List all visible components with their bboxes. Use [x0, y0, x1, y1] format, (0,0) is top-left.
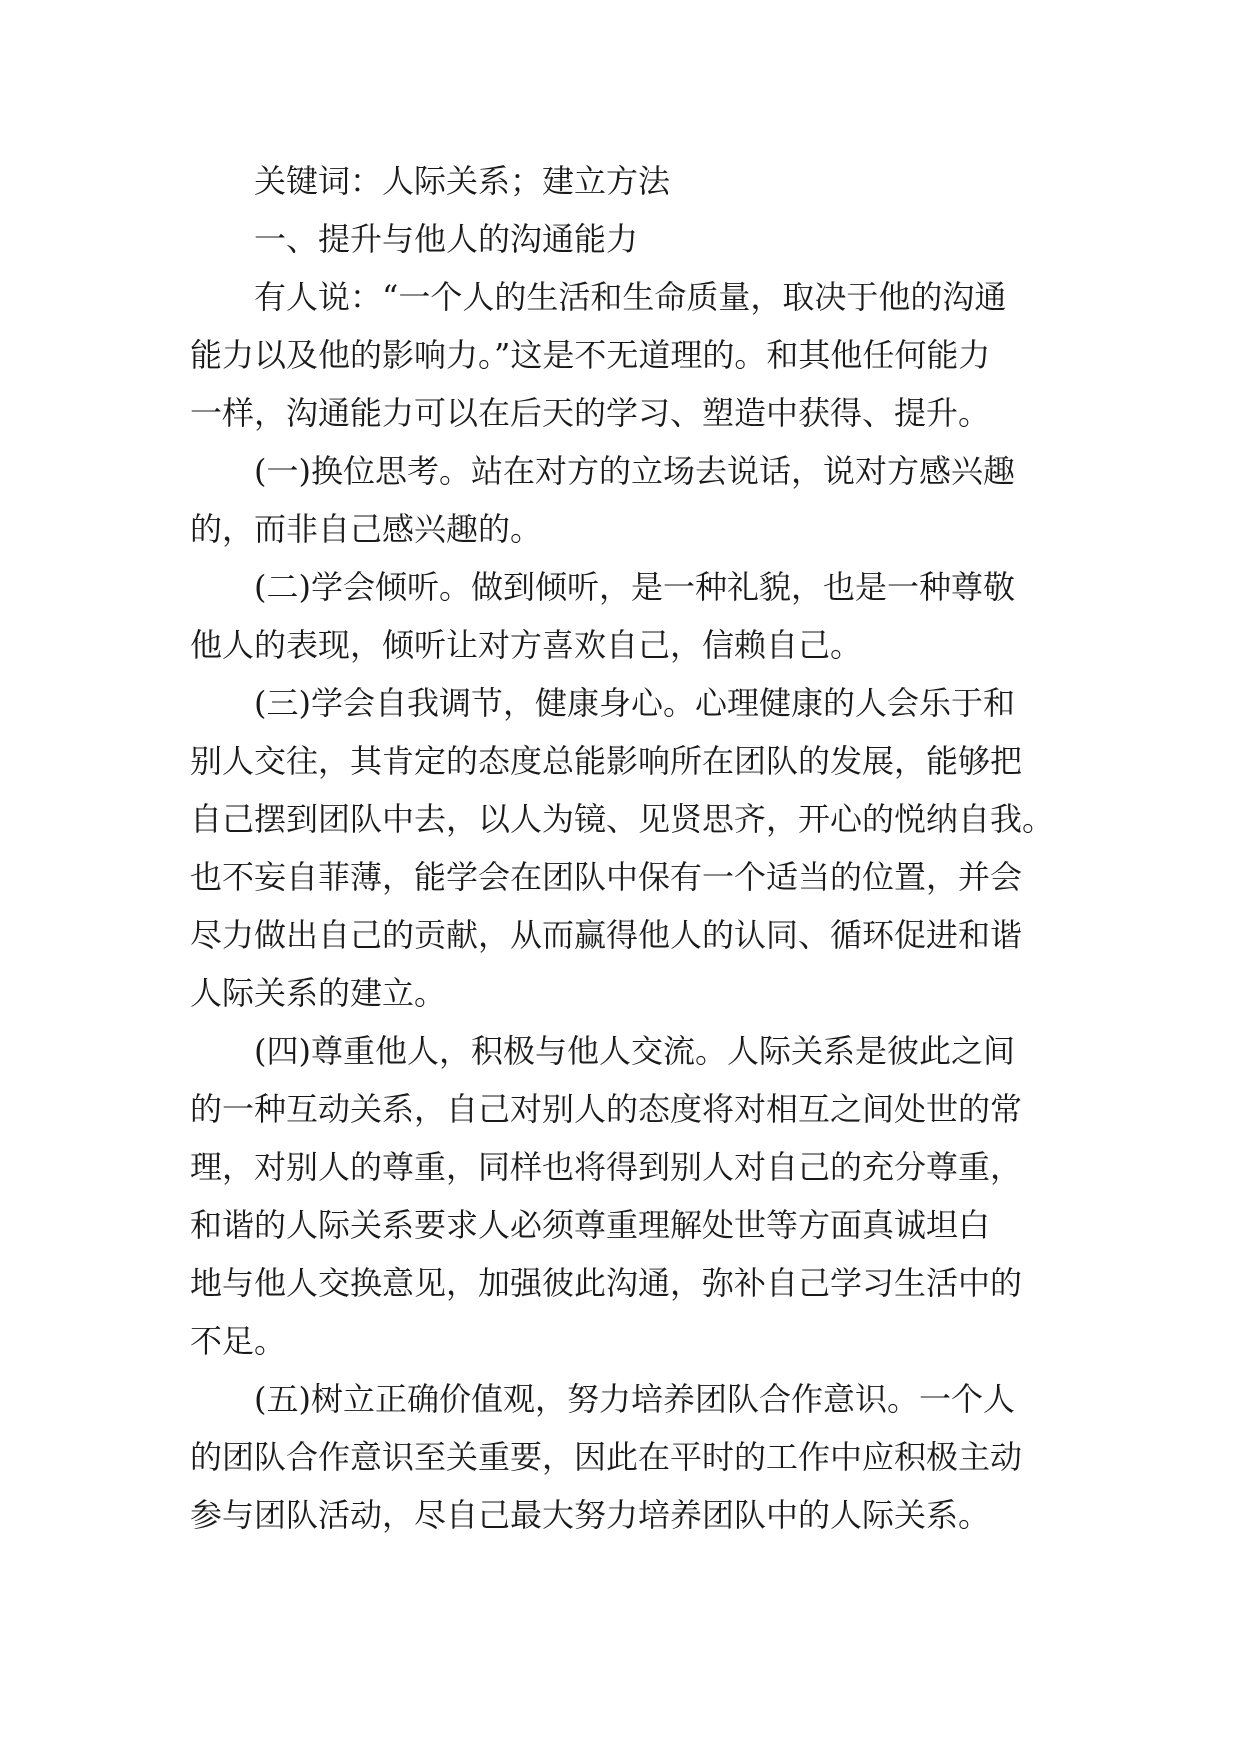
paragraph-line: (五)树立正确价值观，努力培养团队合作意识。一个人 — [254, 1380, 1015, 1418]
paragraph-line: 的一种互动关系，自己对别人的态度将对相互之间处世的常 — [190, 1090, 1023, 1128]
paragraph-line: 理，对别人的尊重，同样也将得到别人对自己的充分尊重， — [190, 1148, 1023, 1186]
document-body — [190, 152, 1056, 1544]
paragraph-line: 自己摆到团队中去，以人为镜、见贤思齐，开心的悦纳自我。 — [190, 800, 1055, 838]
paragraph-item-2 — [190, 558, 1056, 674]
paragraph-line: 地与他人交换意见，加强彼此沟通，弥补自己学习生活中的 — [190, 1264, 1023, 1302]
paragraph-item-3 — [190, 674, 1056, 1022]
paragraph-line: (三)学会自我调节，健康身心。心理健康的人会乐于和 — [254, 684, 1015, 722]
paragraph-item-5 — [190, 1370, 1056, 1544]
paragraph-line: (四)尊重他人，积极与他人交流。人际关系是彼此之间 — [254, 1032, 1015, 1070]
section-heading: 一、提升与他人的沟通能力 — [254, 220, 639, 258]
paragraph-line: 也不妄自菲薄，能学会在团队中保有一个适当的位置，并会 — [190, 858, 1023, 896]
paragraph-item-1 — [190, 442, 1056, 558]
paragraph-line: 能力以及他的影响力。”这是不无道理的。和其他任何能力 — [190, 336, 991, 374]
paragraph-line: 参与团队活动，尽自己最大努力培养团队中的人际关系。 — [190, 1496, 991, 1534]
paragraph-line: 的，而非自己感兴趣的。 — [190, 510, 543, 548]
paragraph-line: 不足。 — [190, 1322, 287, 1360]
paragraph-line: 他人的表现，倾听让对方喜欢自己，信赖自己。 — [190, 626, 863, 664]
keywords-line: 关键词：人际关系；建立方法 — [254, 162, 671, 200]
paragraph-line: 的团队合作意识至关重要，因此在平时的工作中应积极主动 — [190, 1438, 1023, 1476]
paragraph-intro — [190, 268, 1056, 442]
paragraph-line: 一样，沟通能力可以在后天的学习、塑造中获得、提升。 — [190, 394, 991, 432]
paragraph-line: 和谐的人际关系要求人必须尊重理解处世等方面真诚坦白 — [190, 1206, 991, 1244]
paragraph-line: (二)学会倾听。做到倾听，是一种礼貌，也是一种尊敬 — [254, 568, 1015, 606]
paragraph-line: 有人说：“一个人的生活和生命质量，取决于他的沟通 — [254, 278, 1007, 316]
paragraph-item-4 — [190, 1022, 1056, 1370]
paragraph-line: 尽力做出自己的贡献，从而赢得他人的认同、循环促进和谐 — [190, 916, 1023, 954]
paragraph-line: (一)换位思考。站在对方的立场去说话，说对方感兴趣 — [254, 452, 1015, 490]
paragraph-line: 人际关系的建立。 — [190, 974, 447, 1012]
paragraph-line: 别人交往，其肯定的态度总能影响所在团队的发展，能够把 — [190, 742, 1023, 780]
